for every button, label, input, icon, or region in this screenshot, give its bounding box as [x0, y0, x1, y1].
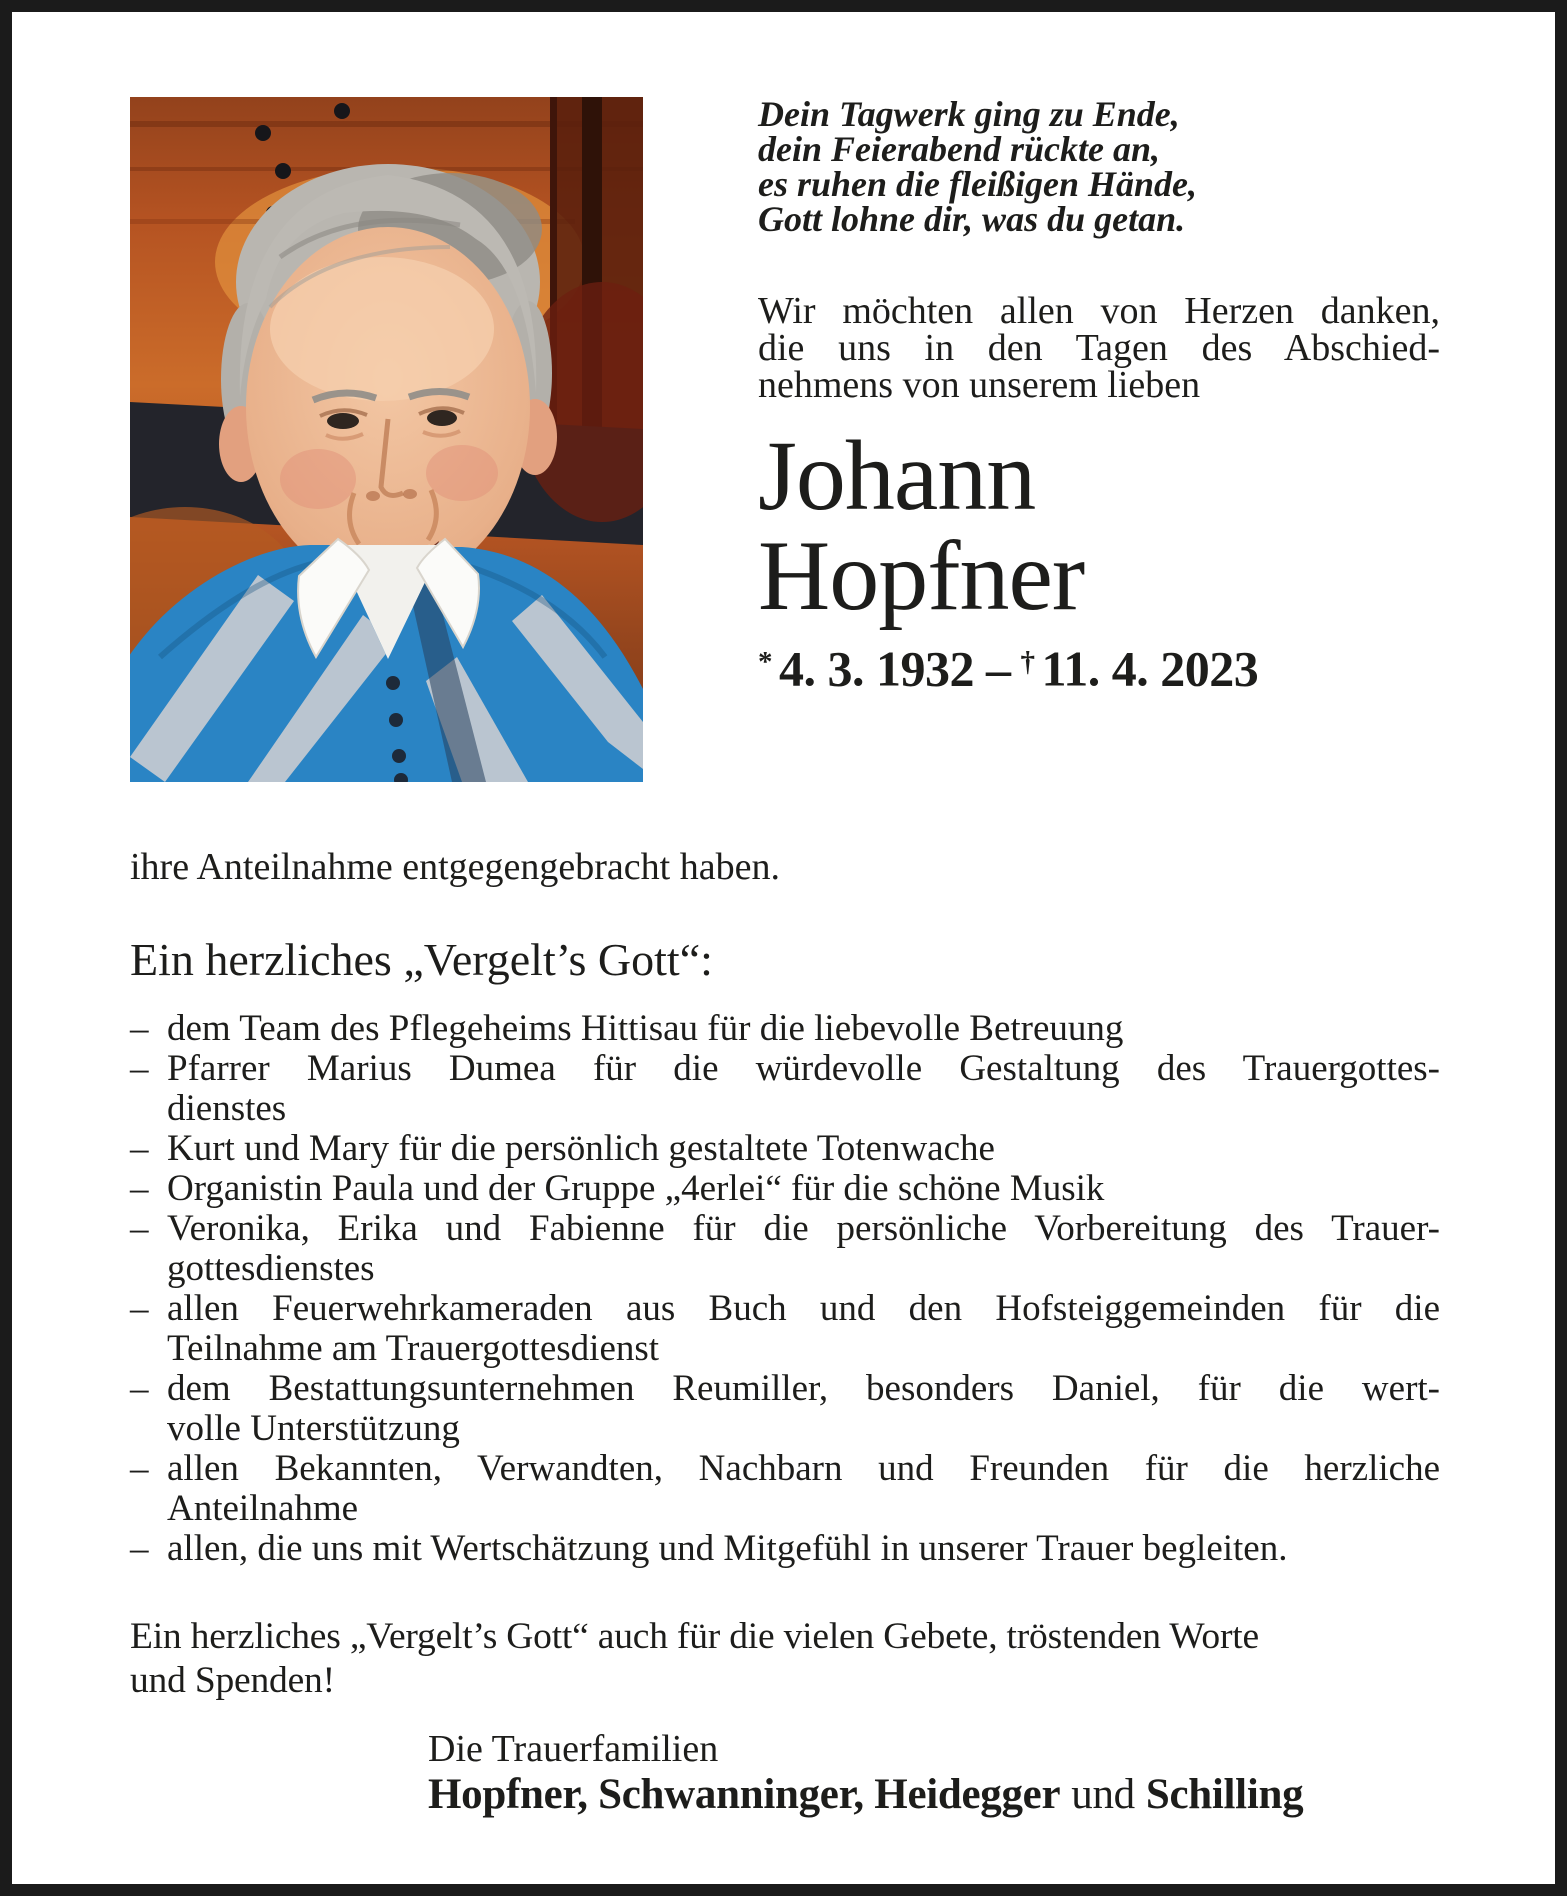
continuation-text: ihre Anteilnahme entgegengebracht haben. — [130, 846, 780, 888]
families-names — [428, 1771, 1440, 1819]
list-dash: – — [130, 1288, 149, 1329]
deceased-first-name: Johann — [758, 420, 1036, 531]
portrait-photo-illustration — [130, 97, 643, 782]
portrait-photo — [130, 97, 643, 782]
list-item-line: Organistin Paula und der Gruppe „4erlei“ für die schöne Musik — [167, 1168, 1105, 1209]
memorial-poem — [758, 94, 1440, 239]
closing-line: Ein herzliches „Vergelt’s Gott“ auch für die vielen Gebete, tröstenden Worte — [130, 1616, 1259, 1657]
deceased-name — [758, 420, 1440, 631]
list-dash: – — [130, 1208, 149, 1249]
list-item-line: dem Team des Pflegeheims Hittisau für die liebevolle Betreuung — [167, 1008, 1124, 1049]
list-item-line: gottesdienstes — [167, 1248, 375, 1289]
birth-star-symbol: * — [758, 646, 772, 678]
families-names-part1: Hopfner, Schwanninger, Heidegger — [428, 1771, 1061, 1818]
list-item-line: Teilnahme am Trauergottesdienst — [167, 1328, 660, 1369]
intro-line: nehmens von unserem lieben — [758, 364, 1201, 406]
deceased-last-name: Hopfner — [758, 520, 1085, 631]
list-item — [130, 1449, 1440, 1529]
poem-line: Gott lohne dir, was du getan. — [758, 199, 1186, 239]
death-date: 11. 4. 2023 — [1041, 640, 1259, 697]
closing-text — [130, 1615, 1442, 1703]
list-item — [130, 1369, 1440, 1449]
list-dash: – — [130, 1448, 149, 1489]
dates-separator: – — [986, 640, 1011, 697]
list-item-line: Pfarrer Marius Dumea für die würdevolle Gestaltung des Trauergottes- — [167, 1048, 1440, 1089]
list-dash: – — [130, 1128, 149, 1169]
list-item — [130, 1009, 1440, 1049]
intro-line: Wir möchten allen von Herzen danken, — [758, 290, 1440, 332]
list-item — [130, 1049, 1440, 1129]
list-item-line: volle Unterstützung — [167, 1408, 460, 1449]
list-item — [130, 1129, 1440, 1169]
poem-line: dein Feierabend rückte an, — [758, 129, 1160, 169]
list-item-line: allen, die uns mit Wertschätzung und Mitgefühl in unserer Trauer begleiten. — [167, 1528, 1288, 1569]
birth-date: 4. 3. 1932 — [779, 640, 974, 697]
death-dagger-symbol: † — [1020, 646, 1035, 678]
families-label: Die Trauerfamilien — [428, 1728, 719, 1770]
list-dash: – — [130, 1168, 149, 1209]
list-item-line: Anteilnahme — [167, 1488, 359, 1529]
thanks-intro — [758, 290, 1440, 406]
list-item-line: dem Bestattungsunternehmen Reumiller, besonders Daniel, für die wert- — [167, 1368, 1440, 1409]
signature-block — [130, 1729, 1440, 1819]
thanks-list — [130, 1009, 1440, 1569]
list-item — [130, 1289, 1440, 1369]
list-item-line: allen Feuerwehrkameraden aus Buch und den Hofsteiggemeinden für die — [167, 1288, 1440, 1329]
list-dash: – — [130, 1368, 149, 1409]
list-item — [130, 1169, 1440, 1209]
list-dash: – — [130, 1528, 149, 1569]
life-dates — [758, 636, 1440, 695]
list-item-line: Veronika, Erika und Fabienne für die persönliche Vorbereitung des Trauer- — [167, 1208, 1440, 1249]
families-names-part2: Schilling — [1145, 1771, 1304, 1818]
list-item — [130, 1209, 1440, 1289]
right-column — [758, 94, 1440, 697]
families-connector: und — [1071, 1771, 1135, 1818]
list-dash: – — [130, 1048, 149, 1089]
top-section — [130, 94, 1440, 787]
list-item — [130, 1529, 1440, 1569]
thanks-heading: Ein herzliches „Vergelt’s Gott“: — [130, 934, 713, 985]
poem-line: es ruhen die fleißigen Hände, — [758, 164, 1197, 204]
intro-line: die uns in den Tagen des Abschied- — [758, 327, 1440, 369]
poem-line: Dein Tagwerk ging zu Ende, — [758, 94, 1180, 134]
list-item-line: Kurt und Mary für die persönlich gestaltete Totenwache — [167, 1128, 995, 1169]
list-item-line: dienstes — [167, 1088, 287, 1129]
list-item-line: allen Bekannten, Verwandten, Nachbarn und Freunden für die herzliche — [167, 1448, 1440, 1489]
closing-line: und Spenden! — [130, 1660, 335, 1701]
list-dash: – — [130, 1008, 149, 1049]
